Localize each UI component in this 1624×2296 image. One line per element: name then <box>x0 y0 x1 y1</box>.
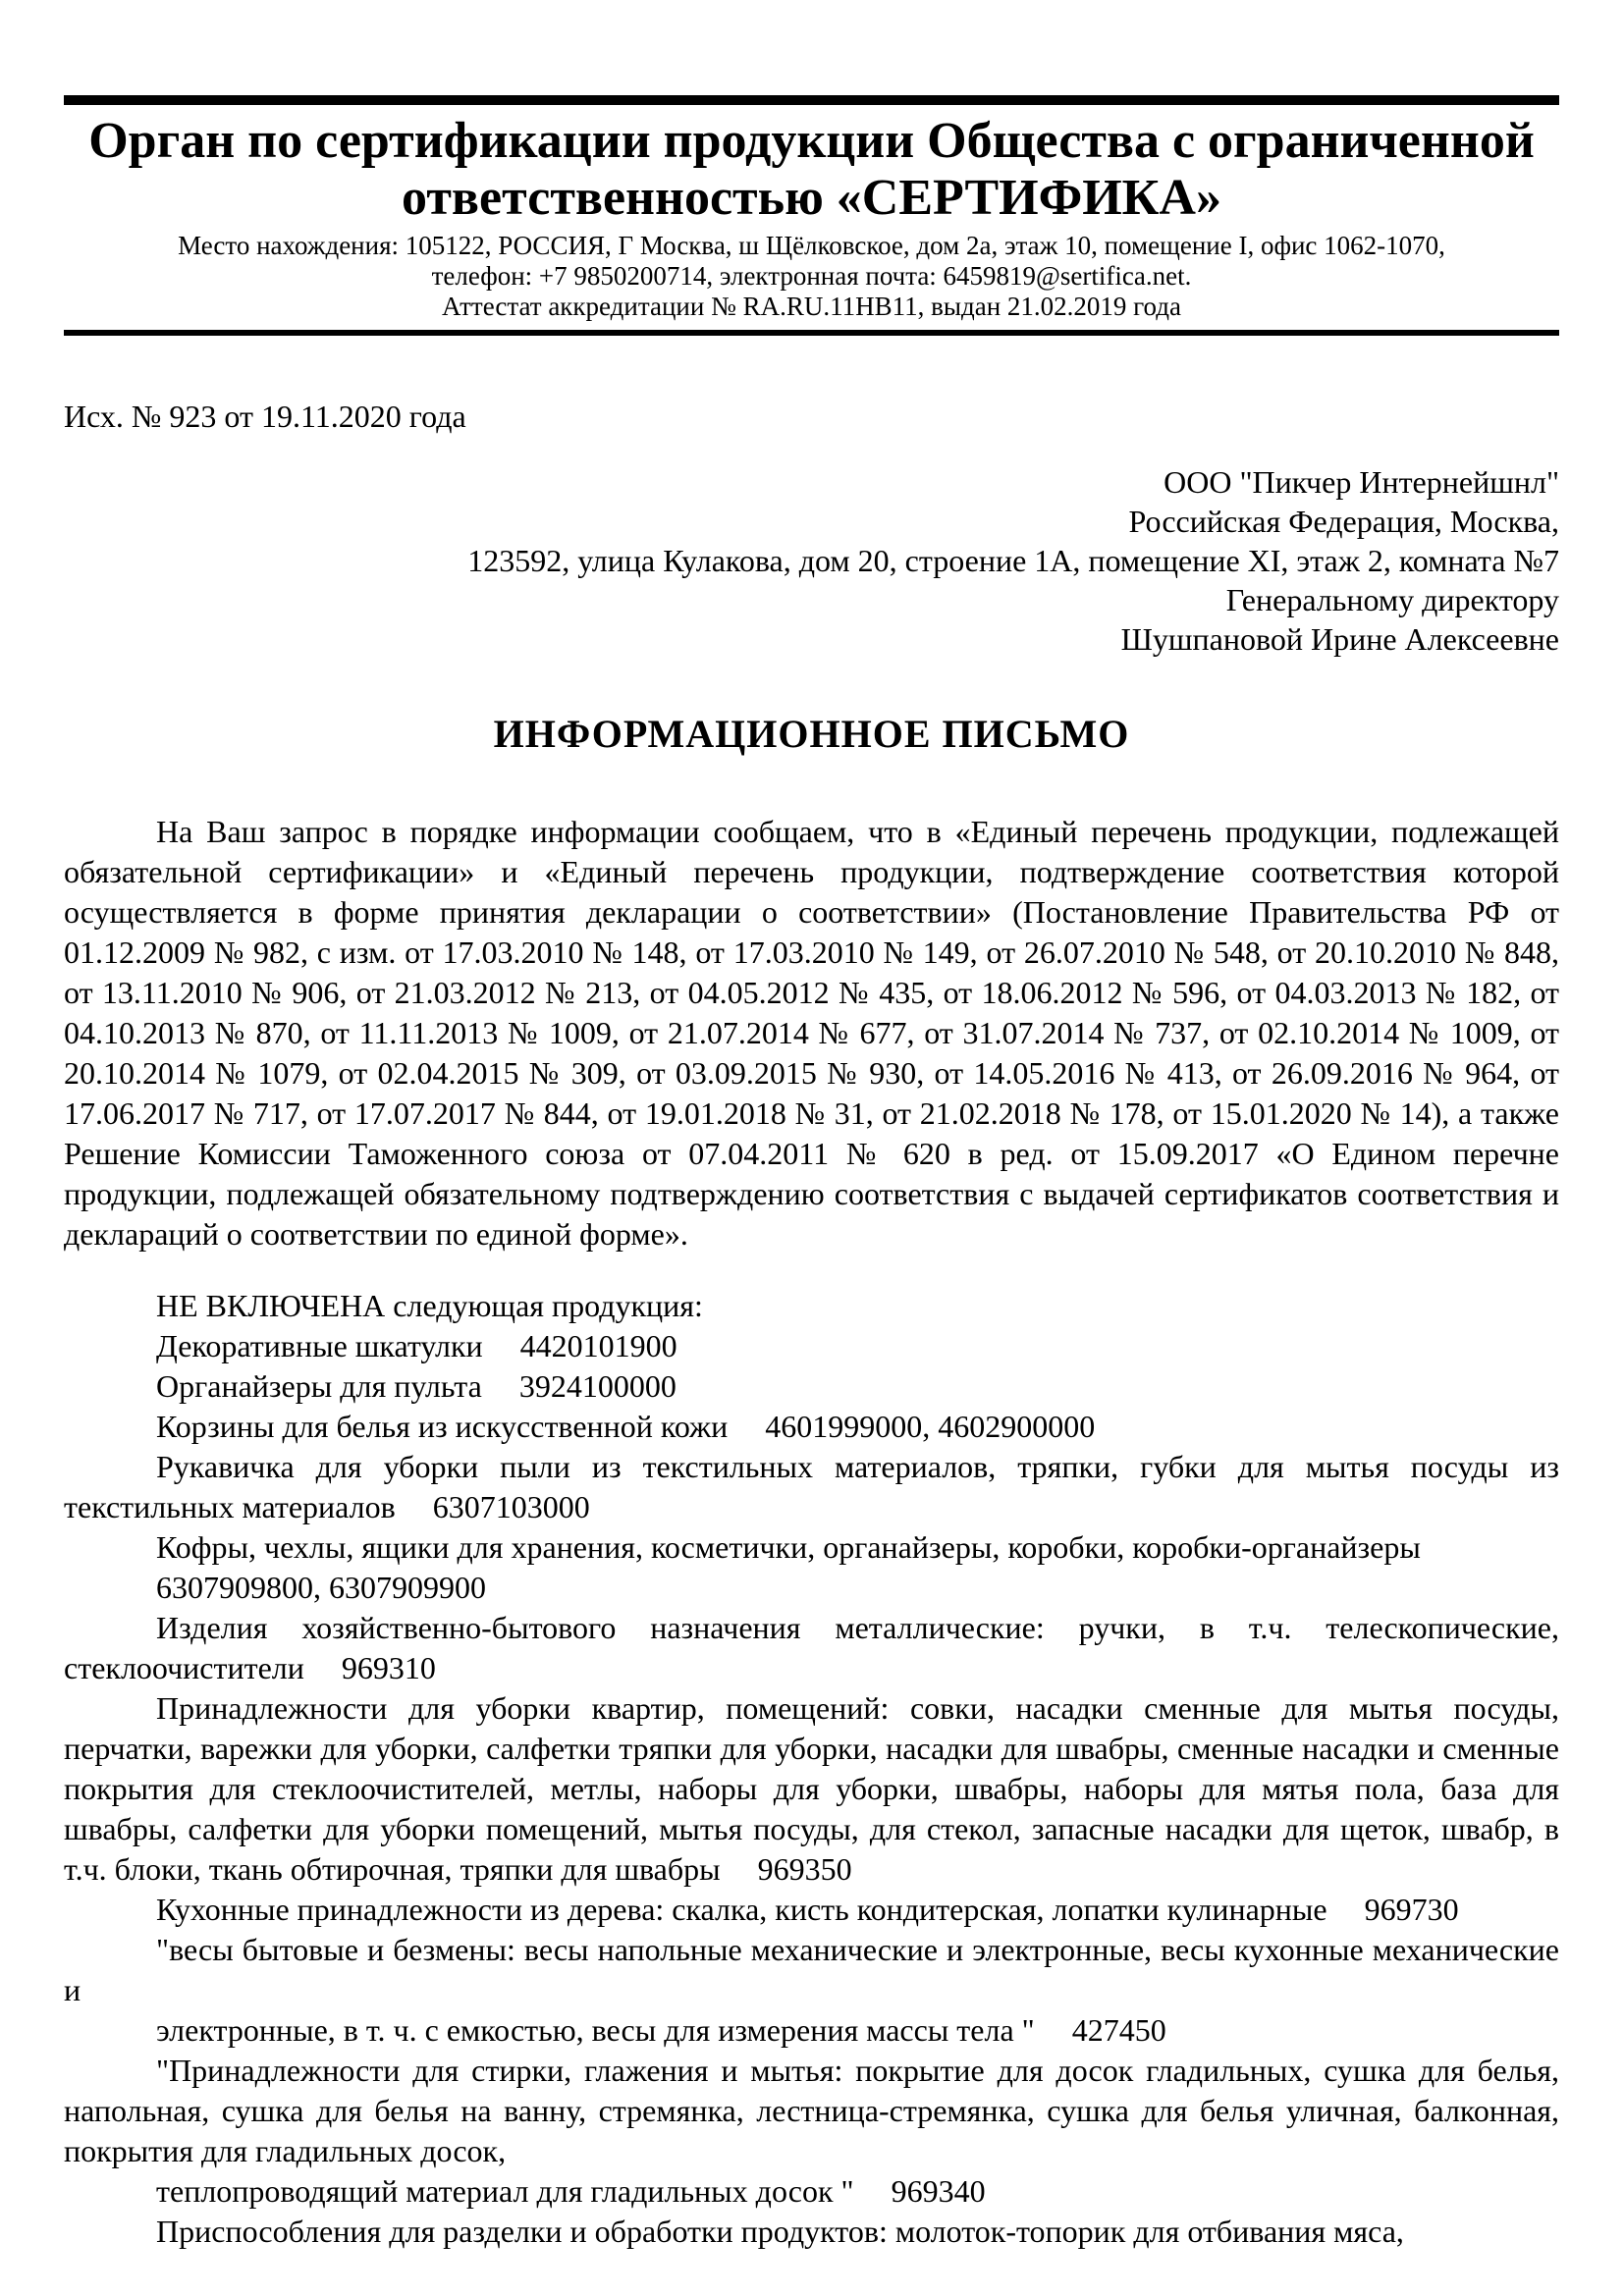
item-text: Приспособления для разделки и обработки продуктов: молоток-топорик для отбивания мяса, <box>156 2214 1404 2249</box>
recipient-position: Генеральному директору <box>1225 582 1559 617</box>
outgoing-reference: Исх. № 923 от 19.11.2020 года <box>64 399 466 434</box>
item-code: 969310 <box>341 1650 436 1685</box>
recipient-address: 123592, улица Кулакова, дом 20, строение 1А, помещение XI, этаж 2, комната №7 <box>467 543 1559 578</box>
list-item <box>64 1688 1559 1890</box>
recipient-person: Шушпановой Ирине Алексеевне <box>1120 621 1559 657</box>
letterhead-top-rule <box>64 95 1559 105</box>
list-item <box>64 2051 1559 2171</box>
list-item <box>64 1930 1559 2010</box>
item-code: 4420101900 <box>519 1328 677 1363</box>
item-text: "Принадлежности для стирки, глажения и мытья: покрытие для досок гладильных, сушка для белья, напольная, сушка для белья на ванну, стремянка, лестница-стремянка, сушка для белья уличная, балконная, покрытия для гладильных досок, <box>64 2053 1559 2168</box>
list-item <box>64 1890 1559 1930</box>
item-code: 3924100000 <box>518 1368 677 1404</box>
letterhead-contact: телефон: +7 9850200714, электронная почта: 6459819@sertifica.net. <box>431 261 1192 291</box>
intro-paragraph: На Ваш запрос в порядке информации сообщаем, что в «Единый перечень продукции, подлежащей обязательной сертификации» и «Единый перечень продукции, подтверждение соответствия которой осуществляется в форме принятия декларации о соответствии» (Постановление Правительства РФ от 01.12.2009 № 982, с изм. от 17.03.2010 № 148, от 17.03.2010 № 149, от 26.07.2010 № 548, от 20.10.2010 № 848, от 13.11.2010 № 906, от 21.03.2012 № 213, от 04.05.2012 № 435, от 18.06.2012 № 596, от 04.03.2013 № 182, от 04.10.2013 № 870, от 11.11.2013 № 1009, от 21.07.2014 № 677, от 31.07.2014 № 737, от 02.10.2014 № 1009, от 20.10.2014 № 1079, от 02.04.2015 № 309, от 03.09.2015 № 930, от 14.05.2016 № 413, от 26.09.2016 № 964, от 17.06.2017 № 717, от 17.07.2017 № 844, от 19.01.2018 № 31, от 21.02.2018 № 178, от 15.01.2020 № 14), а также Решение Комиссии Таможенного союза от 07.04.2011 № 620 в ред. от 15.09.2017 «О Едином перечне продукции, подлежащей обязательному подтверждению соответствия с выдачей сертификатов соответствия и деклараций о соответствии по единой форме». <box>64 814 1559 1252</box>
recipient-country-city: Российская Федерация, Москва, <box>1128 504 1559 539</box>
item-text: Декоративные шкатулки <box>156 1328 483 1363</box>
item-text: электронные, в т. ч. с емкостью, весы для измерения массы тела " <box>156 2012 1035 2048</box>
list-item <box>64 1366 1559 1407</box>
item-code: 969350 <box>757 1851 852 1887</box>
item-text: Органайзеры для пульта <box>156 1368 482 1404</box>
list-item <box>64 1447 1559 1527</box>
item-text: Изделия хозяйственно-бытового назначения металлические: ручки, в т.ч. телескопические, стеклоочистители <box>64 1610 1559 1685</box>
item-code: 969730 <box>1364 1892 1459 1927</box>
recipient-company: ООО "Пикчер Интернейшнл" <box>1164 464 1559 500</box>
item-text: Рукавичка для уборки пыли из текстильных материалов, тряпки, губки для мытья посуды из текстильных материалов <box>64 1449 1559 1524</box>
item-text: 6307909800, 6307909900 <box>156 1570 486 1605</box>
not-included-list <box>64 1286 1559 2252</box>
list-item <box>64 1568 1559 1608</box>
letterhead-bottom-rule <box>64 330 1559 336</box>
list-item <box>64 2212 1559 2252</box>
letterhead-accreditation: Аттестат аккредитации № RA.RU.11НВ11, выдан 21.02.2019 года <box>441 292 1182 321</box>
list-item <box>64 1608 1559 1688</box>
list-item <box>64 1326 1559 1366</box>
item-text: "весы бытовые и безмены: весы напольные механические и электронные, весы кухонные механические и <box>64 1932 1559 2007</box>
letter-title: ИНФОРМАЦИОННОЕ ПИСЬМО <box>493 712 1130 756</box>
item-code: 427450 <box>1071 2012 1166 2048</box>
item-code: 6307103000 <box>432 1489 590 1524</box>
letterhead <box>64 95 1559 336</box>
item-text: Кофры, чехлы, ящики для хранения, косметички, органайзеры, коробки, коробки-органайзеры <box>156 1529 1421 1565</box>
item-text: теплопроводящий материал для гладильных досок " <box>156 2173 854 2209</box>
not-included-heading: НЕ ВКЛЮЧЕНА следующая продукция: <box>156 1288 703 1323</box>
list-item <box>64 1407 1559 1447</box>
recipient-block <box>64 462 1559 659</box>
letter-body <box>64 812 1559 2252</box>
list-item <box>64 2171 1559 2212</box>
letterhead-address: Место нахождения: 105122, РОССИЯ, Г Москва, ш Щёлковское, дом 2а, этаж 10, помещение I, офис 1062-1070, <box>178 231 1445 260</box>
list-item <box>64 2010 1559 2051</box>
list-item <box>64 1527 1559 1568</box>
item-text: Корзины для белья из искусственной кожи <box>156 1409 729 1444</box>
org-name: Орган по сертификации продукции Общества с ограниченной ответственностью «СЕРТИФИКА» <box>88 113 1535 226</box>
item-code: 4601999000, 4602900000 <box>765 1409 1096 1444</box>
item-text: Кухонные принадлежности из дерева: скалка, кисть кондитерская, лопатки кулинарные <box>156 1892 1327 1927</box>
item-code: 969340 <box>891 2173 986 2209</box>
item-text: Принадлежности для уборки квартир, помещений: совки, насадки сменные для мытья посуды, перчатки, варежки для уборки, салфетки тряпки для уборки, насадки для швабры, сменные насадки и сменные покрытия для стеклоочистителей, метлы, наборы для уборки, швабры, наборы для мятья пола, база для швабры, салфетки для уборки помещений, мытья посуды, для стекол, запасные насадки для щеток, швабр, в т.ч. блоки, ткань обтирочная, тряпки для швабры <box>64 1690 1559 1887</box>
